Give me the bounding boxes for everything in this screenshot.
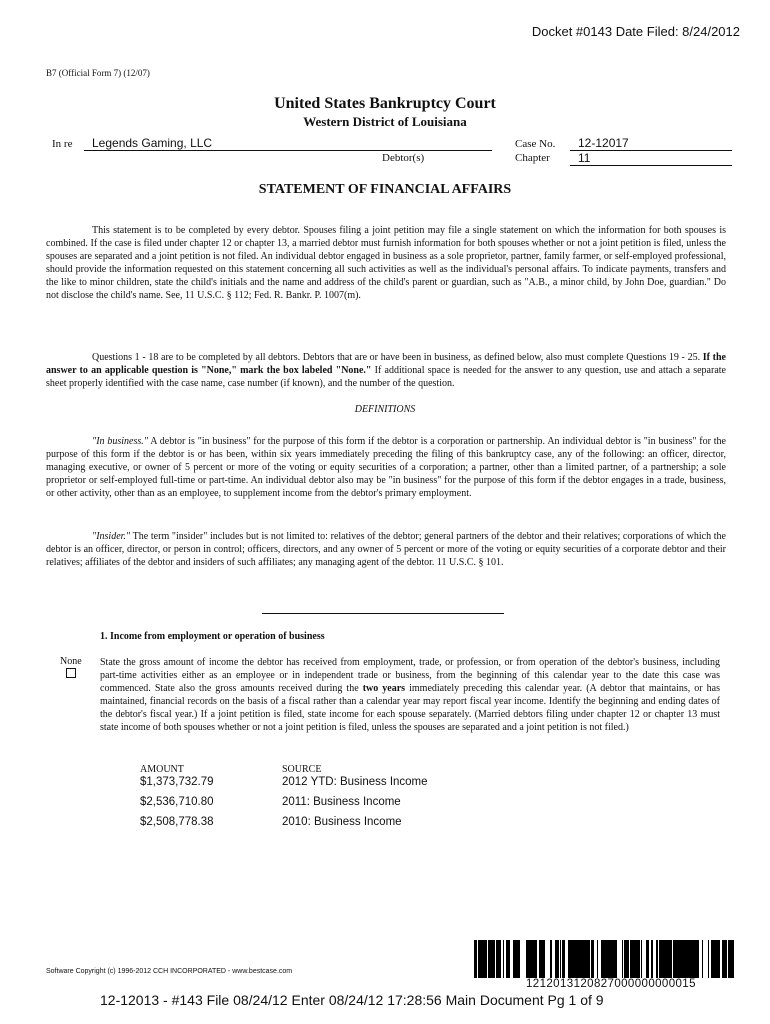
income-amount: $2,508,778.38 <box>140 816 214 828</box>
question-1-instructions <box>100 656 720 734</box>
definitions-heading: DEFINITIONS <box>354 404 416 415</box>
questions-paragraph <box>46 351 726 390</box>
chapter-label: Chapter <box>515 152 550 164</box>
income-amount: $2,536,710.80 <box>140 796 214 808</box>
document-barcode <box>474 940 736 978</box>
q1-text-2: immediately preceding this calendar year. (A debtor that maintains, or has maintained, financial records on the basis of a fiscal rather than a calendar year may report fiscal year income. Identify the beginning and ending dates of the debtor's fiscal year.) If a joint petition is filed, state income for each spouse separately. (Married debtors filing under chapter 12 or chapter 13 must state income of both spouses whether or not a joint petition is filed, unless the spouses are separated and a joint petition is not filed.) <box>100 683 720 733</box>
filing-footer: 12-12013 - #143 File 08/24/12 Enter 08/24/12 17:28:56 Main Document Pg 1 of 9 <box>100 992 604 1008</box>
debtor-name: Legends Gaming, LLC <box>92 136 213 150</box>
q1-text-1: State the gross amount of income the debtor has received from employment, trade, or profession, or from operation of the debtor's business, including part-time activities either as an employee or in independent trade or business, from the beginning of this calendar year to the date this case was commenced. State also the gross amounts received during the <box>100 657 720 694</box>
source-column-header: SOURCE <box>282 764 322 775</box>
in-business-term: "In business." <box>92 436 148 447</box>
in-business-text: A debtor is "in business" for the purpose of this form if the debtor is a corporation or partnership. An individual debtor is "in business" for the purpose of this form if the debtor is or has been, within six years immediately preceding the filing of this bankruptcy case, any of the following: an officer, director, managing executive, or owner of 5 percent or more of the voting or equity securities of a corporation; a partner, other than a limited partner, of a partnership; a sole proprietor or self-employed full-time or part-time. An individual debtor also may be "in business" for the purpose of this form if the debtor engages in a trade, business, or other activity, other than as an employee, to supplement income from the debtor's primary employment. <box>46 436 726 499</box>
income-source: 2010: Business Income <box>282 816 402 828</box>
intro-text: This statement is to be completed by every debtor. Spouses filing a joint petition may file a single statement on which the information for both spouses is combined. If the case is filed under chapter 12 or chapter 13, a married debtor must furnish information for both spouses whether or not a joint petition is filed, unless the spouses are separated and a joint petition is not filed. An individual debtor engaged in business as a sole proprietor, partner, family farmer, or self-employed professional, should provide the information requested on this statement concerning all such activities as well as the individual's personal affairs. To indicate payments, transfers and the like to minor children, state the child's initials and the name and address of the child's parent or guardian, such as "A.B., a minor child, by John Doe, guardian." Do not disclose the child's name. See, 11 U.S.C. § 112; Fed. R. Bankr. P. 1007(m). <box>46 225 726 301</box>
income-source: 2012 YTD: Business Income <box>282 776 428 788</box>
insider-text: The term "insider" includes but is not limited to: relatives of the debtor; general partners of the debtor and their relatives; corporations of which the debtor is an officer, director, or person in control; officers, directors, and any owner of 5 percent or more of the voting or equity securities of a corporate debtor and their relatives; affiliates of the debtor and insiders of such affiliates; any managing agent of the debtor. 11 U.S.C. § 101. <box>46 531 726 568</box>
form-identifier: B7 (Official Form 7) (12/07) <box>46 68 150 78</box>
chapter-number: 11 <box>578 151 591 165</box>
debtor-label: Debtor(s) <box>382 152 425 164</box>
questions-text-2: If additional space is needed for the answer to any question, use and attach a separate sheet properly identified with the case name, case number (if known), and the number of the question. <box>46 365 726 389</box>
case-number-underline <box>570 150 732 151</box>
none-checkbox[interactable] <box>66 668 76 678</box>
docket-stamp: Docket #0143 Date Filed: 8/24/2012 <box>531 24 740 39</box>
questions-none-instruction: If the answer to an applicable question is "None," mark the box labeled "None." <box>46 352 726 376</box>
section-divider <box>262 613 504 614</box>
barcode-number: 1212013120827000000000015 <box>526 978 696 990</box>
debtor-underline <box>84 150 492 151</box>
court-district: Western District of Louisiana <box>303 114 467 129</box>
case-number: 12-12017 <box>578 136 629 150</box>
income-source: 2011: Business Income <box>282 796 401 808</box>
insider-definition <box>46 530 726 569</box>
in-business-definition <box>46 435 726 500</box>
case-number-label: Case No. <box>515 138 556 150</box>
software-copyright: Software Copyright (c) 1996-2012 CCH INCORPORATED - www.bestcase.com <box>46 968 293 975</box>
in-re-label: In re <box>52 138 73 150</box>
court-name: United States Bankruptcy Court <box>274 95 496 112</box>
intro-paragraph <box>46 224 726 302</box>
statement-title: STATEMENT OF FINANCIAL AFFAIRS <box>258 182 512 197</box>
question-1-title: 1. Income from employment or operation of business <box>100 631 325 642</box>
chapter-underline <box>570 165 732 166</box>
none-label: None <box>60 656 82 667</box>
amount-column-header: AMOUNT <box>140 764 184 775</box>
insider-term: "Insider." <box>92 531 131 542</box>
q1-two-years: two years <box>362 683 406 694</box>
questions-text-1: Questions 1 - 18 are to be completed by all debtors. Debtors that are or have been in business, as defined below, also must complete Questions 19 - 25. <box>92 352 703 363</box>
income-amount: $1,373,732.79 <box>140 776 214 788</box>
